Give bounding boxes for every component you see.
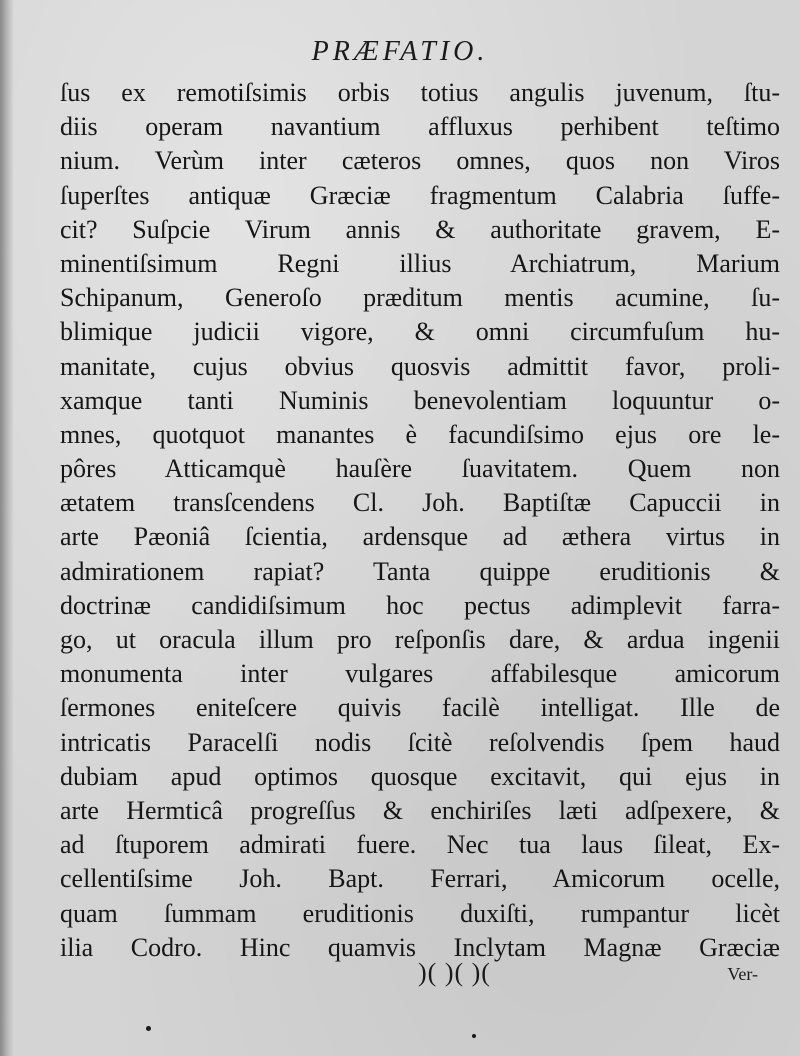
text-line: ſermones eniteſcere quivis facilè intelligat. Ille de: [60, 693, 780, 723]
body-text: [60, 76, 780, 965]
text-line: monumenta inter vulgares affabilesque amicorum: [60, 659, 780, 689]
text-line: ætatem transſcendens Cl. Joh. Baptiſtæ Capuccii in: [60, 488, 780, 518]
catchword: Ver-: [727, 964, 758, 984]
text-line: arte Hermticâ progreſſus & enchiriſes læti adſpexere, &: [60, 795, 780, 825]
text-line: pôres Atticamquè hauſère ſuavitatem. Quem non: [60, 454, 780, 484]
text-line: ſus ex remotiſsimis orbis totius angulis juvenum, ſtu-: [60, 78, 780, 107]
text-line: minentiſsimum Regni illius Archiatrum, Marium: [60, 248, 780, 278]
text-line: intricatis Paracelſi nodis ſcitè reſolvendis ſpem haud: [60, 727, 780, 757]
text-line: nium. Verùm inter cæteros omnes, quos non Viros: [60, 146, 780, 176]
text-line: ad ſtuporem admirati fuere. Nec tua laus ſileat, Ex-: [60, 830, 780, 860]
text-line: blimique judicii vigore, & omni circumfuſum hu-: [60, 317, 780, 347]
text-line: ilia Codro. Hinc quamvis Inclytam Magnæ Græciæ: [60, 932, 780, 962]
text-line: quam ſummam eruditionis duxiſti, rumpantur licèt: [60, 898, 780, 928]
text-line: diis operam navantium affluxus perhibent teſtimo: [60, 112, 780, 142]
running-head: PRÆFATIO.: [311, 36, 489, 67]
text-line: Schipanum, Generoſo præditum mentis acumine, ſu-: [60, 283, 780, 313]
text-line: arte Pæoniâ ſcientia, ardensque ad æthera virtus in: [60, 522, 780, 552]
signature-mark: )( )( )(: [418, 958, 491, 987]
text-line: dubiam apud optimos quosque excitavit, qui ejus in: [60, 761, 780, 791]
text-line: doctrinæ candidiſsimum hoc pectus adimplevit farra-: [60, 590, 780, 620]
ink-speck: [472, 1034, 476, 1038]
text-line: manitate, cujus obvius quosvis admittit favor, proli-: [60, 351, 780, 381]
page-gutter-shadow: [0, 0, 14, 1056]
text-line: mnes, quotquot manantes è facundiſsimo ejus ore le-: [60, 419, 780, 449]
text-line: xamque tanti Numinis benevolentiam loquuntur o-: [60, 385, 780, 415]
text-line: admirationem rapiat? Tanta quippe eruditionis &: [60, 556, 780, 586]
text-line: go, ut oracula illum pro reſponſis dare, & ardua ingenii: [60, 625, 780, 654]
page-footer: [0, 958, 800, 988]
ink-speck: [146, 1026, 151, 1031]
text-line: ſuperſtes antiquæ Græciæ fragmentum Calabria ſuffe-: [60, 180, 780, 210]
text-line: cellentiſsime Joh. Bapt. Ferrari, Amicorum ocelle,: [60, 864, 780, 894]
text-line: cit? Suſpcie Virum annis & authoritate gravem, E-: [60, 214, 780, 244]
